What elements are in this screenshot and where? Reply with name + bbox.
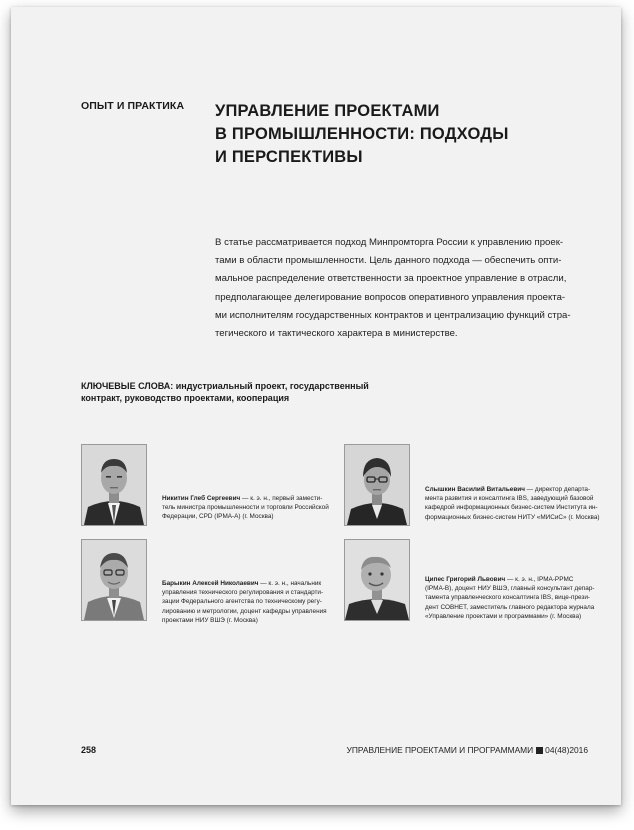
title-line: И ПЕРСПЕКТИВЫ (215, 148, 363, 166)
title-line: УПРАВЛЕНИЕ ПРОЕКТАМИ (215, 102, 440, 120)
journal-name: УПРАВЛЕНИЕ ПРОЕКТАМИ И ПРОГРАММАМИ (346, 745, 534, 755)
abstract (215, 234, 595, 343)
author-name: Барыкин Алексей Николаевич (162, 580, 259, 587)
title-line: В ПРОМЫШЛЕННОСТИ: ПОДХОДЫ (215, 125, 509, 143)
abstract-line: мальное распределение ответственности за проектное управление в отрасли, (215, 273, 567, 285)
journal-page (11, 7, 621, 805)
author-bio-barykin: Барыкин Алексей Николаевич — к. э. н., начальник управления технического регулирования и стандарти- зации Федерального агентства по техническому регу- лированию и метрологии, доцент кафедры управления проектами НИУ ВШЭ (г. Москва) (162, 580, 327, 624)
author-name: Ципес Григорий Львович (425, 576, 506, 583)
keywords-line: КЛЮЧЕВЫЕ СЛОВА: индустриальный проект, государственный (81, 381, 369, 391)
author-photo-nikitin (81, 444, 147, 526)
author-photo-barykin (81, 539, 147, 621)
author-photo-tsipes (344, 539, 410, 621)
abstract-line: тегического и тактического характера в министерстве. (215, 328, 458, 340)
author-bio-slyshkin: Слышкин Василий Витальевич — директор департа- мента развития и консалтинга IBS, заведующий базовой кафедрой информационных бизнес-систем Института ин- формационных бизнес-систем НИТУ «МИСиС» (г. Москва) (425, 486, 600, 521)
author-name: Никитин Глеб Сергеевич (162, 495, 241, 502)
author-bio-nikitin: Никитин Глеб Сергеевич — к. э. н., первый замести- тель министра промышленности и торговли Российской Федерации, CPD (IPMA-A) (г. Москва) (162, 495, 329, 521)
keywords-line: контракт, руководство проектами, кооперация (81, 393, 290, 403)
author-photo-slyshkin (344, 444, 410, 526)
keywords (81, 380, 369, 404)
abstract-line: ми исполнителям государственных контрактов и централизацию функций стра- (215, 309, 571, 321)
section-label: ОПЫТ И ПРАКТИКА (81, 100, 185, 112)
journal-issue: 04(48)2016 (545, 745, 588, 755)
abstract-line: В статье рассматривается подход Минпромторга России к управлению проек- (215, 237, 564, 248)
article-title (215, 100, 575, 169)
square-separator-icon (536, 747, 543, 754)
author-bio-tsipes: Ципес Григорий Львович — к. э. н., IPMA-PPMC (IPMA-B), доцент НИУ ВШЭ, главный консультант депар- тамента управленческого консалтинга IBS, вице-прези- дент СОВНЕТ, заместитель главного редактора журнала «Управление проектами и программами» (г. Москва) (425, 576, 595, 620)
abstract-line: тами в области промышленности. Цель данного подхода — обеспечить опти- (215, 255, 562, 267)
author-name: Слышкин Василий Витальевич (425, 486, 525, 493)
abstract-line: предполагающее делегирование вопросов оперативного управления проекта- (215, 291, 566, 303)
page-number: 258 (81, 745, 97, 755)
journal-footer (347, 745, 588, 755)
